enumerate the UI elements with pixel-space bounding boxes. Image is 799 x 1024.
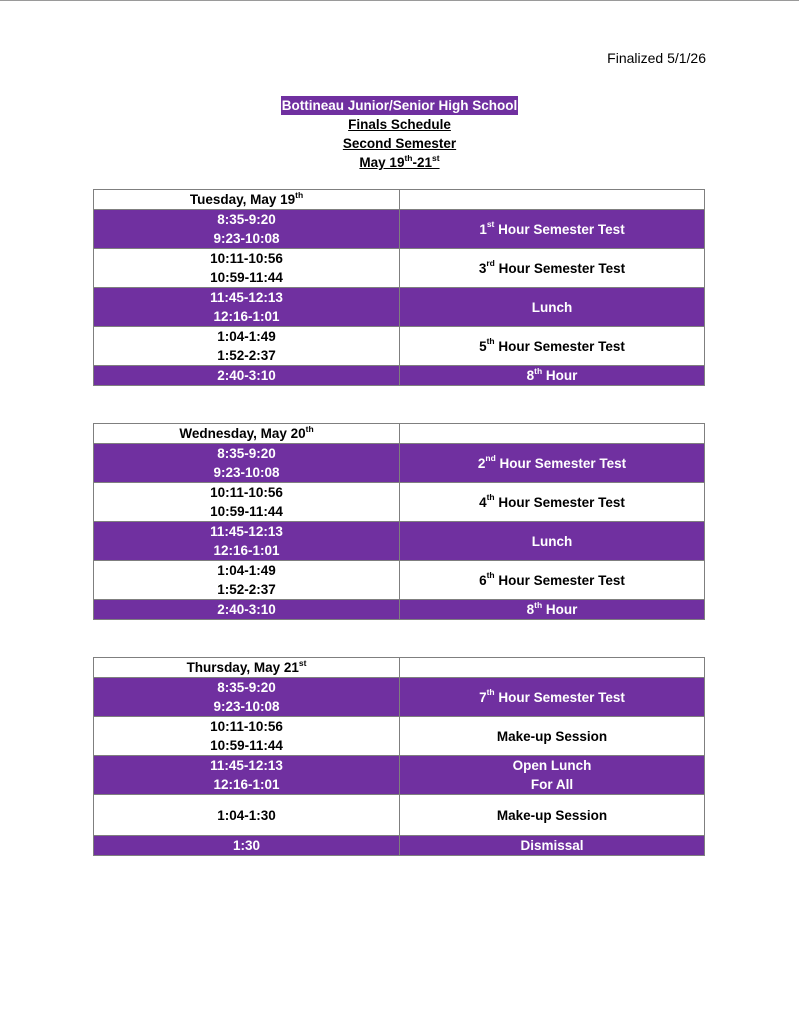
schedule-row [94, 522, 705, 561]
activity-cell: 8th Hour [400, 366, 705, 386]
schedule-row [94, 210, 705, 249]
time-slot: 2:40-3:10 [217, 368, 276, 383]
time-slot: 11:45-12:13 [210, 290, 283, 305]
time-slot: 10:11-10:56 [210, 719, 283, 734]
activity-cell: 7th Hour Semester Test [400, 678, 705, 717]
time-cell [94, 756, 400, 795]
time-cell [94, 836, 400, 856]
day-heading-empty-cell [400, 658, 705, 678]
day-header-row [94, 190, 705, 210]
time-slot: 11:45-12:13 [210, 524, 283, 539]
schedule-row [94, 444, 705, 483]
day-heading: Wednesday, May 20th [94, 424, 400, 444]
time-slot: 8:35-9:20 [217, 446, 276, 461]
time-slot: 12:16-1:01 [213, 543, 280, 558]
tuesday-schedule-table [93, 189, 705, 386]
time-cell [94, 366, 400, 386]
time-slot: 9:23-10:08 [213, 465, 280, 480]
time-slot: 1:04-1:30 [217, 807, 276, 823]
time-slot: 10:59-11:44 [210, 270, 283, 285]
time-slot: 1:04-1:49 [217, 563, 276, 578]
day-header-row [94, 658, 705, 678]
schedule-row [94, 249, 705, 288]
time-slot: 11:45-12:13 [210, 758, 283, 773]
time-cell [94, 717, 400, 756]
thursday-schedule-table [93, 657, 705, 856]
activity-cell: 8th Hour [400, 600, 705, 620]
activity-cell: Make-up Session [400, 795, 705, 836]
activity-cell: Lunch [400, 522, 705, 561]
time-slot: 1:52-2:37 [217, 348, 276, 363]
school-name: Bottineau Junior/Senior High School [281, 98, 518, 113]
time-slot: 1:30 [232, 838, 261, 853]
time-cell [94, 288, 400, 327]
time-slot: 10:59-11:44 [210, 504, 283, 519]
time-cell [94, 444, 400, 483]
time-cell [94, 249, 400, 288]
schedule-row [94, 795, 705, 836]
date-range: May 19th-21st [359, 152, 440, 170]
schedule-row [94, 678, 705, 717]
wednesday-schedule-table [93, 423, 705, 620]
schedule-row [94, 717, 705, 756]
day-heading: Thursday, May 21st [94, 658, 400, 678]
page-top-border [0, 0, 799, 1]
time-slot: 2:40-3:10 [217, 602, 276, 617]
schedule-row [94, 366, 705, 386]
time-slot: 10:59-11:44 [210, 738, 283, 753]
schedule-row [94, 600, 705, 620]
day-header-row [94, 424, 705, 444]
finalized-date: Finalized 5/1/26 [607, 50, 706, 66]
time-cell [94, 561, 400, 600]
schedule-row [94, 327, 705, 366]
time-slot: 12:16-1:01 [213, 777, 280, 792]
day-heading-empty-cell [400, 424, 705, 444]
activity-cell: Dismissal [400, 836, 705, 856]
time-cell [94, 483, 400, 522]
activity-cell: 3rd Hour Semester Test [400, 249, 705, 288]
time-slot: 10:11-10:56 [210, 485, 283, 500]
activity-cell: Lunch [400, 288, 705, 327]
time-slot: 8:35-9:20 [217, 680, 276, 695]
schedule-row [94, 756, 705, 795]
time-slot: 9:23-10:08 [213, 699, 280, 714]
time-cell [94, 210, 400, 249]
time-cell [94, 327, 400, 366]
activity-cell: 4th Hour Semester Test [400, 483, 705, 522]
time-slot: 1:52-2:37 [217, 582, 276, 597]
semester-title: Second Semester [342, 136, 457, 151]
activity-cell: 6th Hour Semester Test [400, 561, 705, 600]
activity-cell: Make-up Session [400, 717, 705, 756]
schedule-row [94, 836, 705, 856]
time-cell [94, 678, 400, 717]
day-heading: Tuesday, May 19th [94, 190, 400, 210]
time-cell [94, 795, 400, 836]
activity-cell: 5th Hour Semester Test [400, 327, 705, 366]
schedule-title: Finals Schedule [348, 117, 451, 132]
document-header [0, 96, 799, 172]
time-slot: 10:11-10:56 [210, 251, 283, 266]
schedule-row [94, 561, 705, 600]
time-slot: 8:35-9:20 [217, 212, 276, 227]
activity-cell: 2nd Hour Semester Test [400, 444, 705, 483]
time-slot: 12:16-1:01 [213, 309, 280, 324]
time-cell [94, 522, 400, 561]
schedule-row [94, 483, 705, 522]
activity-cell: Open Lunch For All [400, 756, 705, 795]
schedule-row [94, 288, 705, 327]
day-heading-empty-cell [400, 190, 705, 210]
time-slot: 9:23-10:08 [213, 231, 280, 246]
activity-cell: 1st Hour Semester Test [400, 210, 705, 249]
time-cell [94, 600, 400, 620]
time-slot: 1:04-1:49 [217, 329, 276, 344]
